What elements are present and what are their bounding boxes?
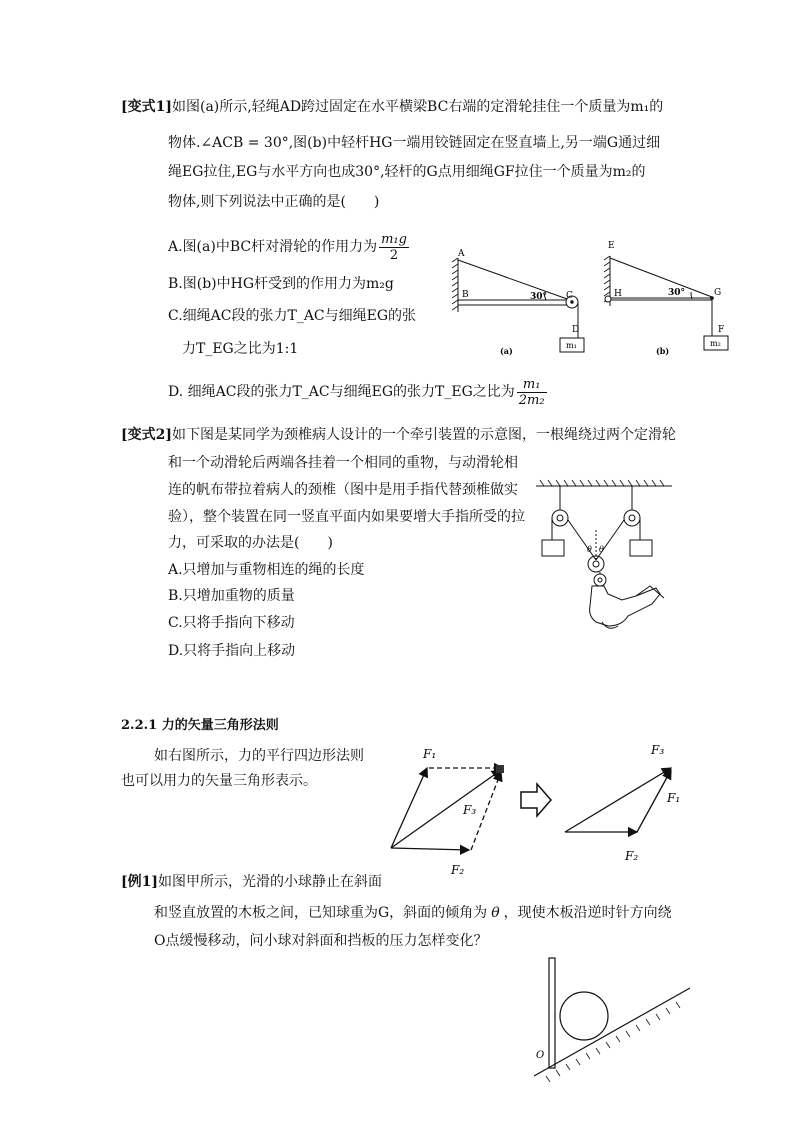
ex1-text-2: 和竖直放置的木板之间，已知球重为G，斜面的倾角为 — [154, 905, 488, 921]
label-O: O — [536, 1050, 545, 1061]
label-H: H — [614, 289, 622, 299]
v1-line1 — [121, 97, 663, 117]
v2-option-d: D.只将手指向上移动 — [168, 643, 296, 659]
ex1-text-1: 如图甲所示，光滑的小球静止在斜面 — [158, 874, 382, 890]
label-F1-right: F₁ — [667, 791, 681, 805]
traction-device-figure — [532, 476, 680, 642]
v2-option-c: C.只将手指向下移动 — [168, 615, 295, 631]
ex1-line3: O点缓慢移动，问小球对斜面和挡板的压力怎样变化？ — [154, 933, 488, 949]
v1-text-1: 如图(a)所示,轻绳AD跨过固定在水平横梁BC右端的定滑轮挂住一个质量为m₁的 — [172, 99, 664, 115]
label-F1-left: F₁ — [423, 747, 437, 761]
mass-m2: m₂ — [710, 339, 721, 348]
ex1-theta: θ — [491, 905, 500, 921]
figure-b — [604, 256, 728, 350]
v2-line3: 连的帆布带拉着病人的颈椎（图中是用手指代替颈椎做实 — [168, 482, 518, 498]
theta-right: θ — [599, 545, 604, 554]
v2-line1 — [121, 425, 676, 445]
ex1-tag: [例1] — [121, 874, 158, 890]
v1-option-d-den: 2m₂ — [518, 392, 545, 408]
v2-text-1: 如下图是某同学为颈椎病人设计的一个牵引装置的示意图，一根绳绕过两个定滑轮 — [172, 427, 676, 443]
v1-option-a-num: m₁g — [381, 231, 407, 247]
v1-figure — [448, 240, 738, 360]
angle-b: 30° — [668, 288, 686, 298]
label-F2-right: F₂ — [625, 849, 639, 863]
vector-head-marker — [496, 765, 504, 773]
mass-m1: m₁ — [566, 341, 577, 350]
incline-ball-figure — [530, 952, 700, 1082]
figure-a — [452, 258, 584, 352]
v1-option-b: B.图(b)中HG杆受到的作用力为m₂g — [168, 276, 394, 292]
section-line1: 如右图所示，力的平行四边形法则 — [154, 748, 364, 764]
theta-left: θ — [587, 545, 592, 554]
label-F: F — [718, 325, 725, 335]
v1-option-a-text: A.图(a)中BC杆对滑轮的作用力为 — [168, 239, 378, 255]
v2-line5: 力，可采取的办法是( ) — [168, 535, 333, 551]
hollow-arrow-icon — [521, 784, 551, 816]
label-A: A — [458, 249, 465, 259]
label-F2-left: F₂ — [451, 863, 465, 877]
label-G: G — [714, 288, 722, 298]
v2-line4: 验），整个装置在同一竖直平面内如果要增大手指所受的拉 — [168, 509, 525, 525]
ex1-line2 — [154, 903, 672, 923]
v1-line2: 物体.∠ACB = 30°,图(b)中轻杆HG一端用铰链固定在竖直墙上,另一端G通过细 — [168, 135, 661, 151]
section-line2: 也可以用力的矢量三角形表示。 — [121, 773, 317, 789]
label-E: E — [608, 241, 615, 251]
v1-option-a — [168, 230, 411, 264]
section-title: 2.2.1 力的矢量三角形法则 — [121, 718, 279, 733]
label-C: C — [566, 291, 573, 301]
label-D: D — [572, 325, 580, 335]
v1-tag: [变式1] — [121, 99, 172, 115]
label-B: B — [462, 290, 469, 300]
v1-option-d-text: D. 细绳AC段的张力T_AC与细绳EG的张力T_EG之比为 — [168, 384, 515, 400]
ex1-line1 — [121, 872, 382, 892]
caption-a: (a) — [500, 346, 513, 356]
v1-line3: 绳EG拉住,EG与水平方向也成30°,轻杆的G点用细绳GF拉住一个质量为m₂的 — [168, 164, 646, 180]
v2-option-b: B.只增加重物的质量 — [168, 588, 295, 604]
ex1-text-2b: ，现使木板沿逆时针方向绕 — [503, 905, 672, 921]
v1-option-a-fraction — [379, 232, 409, 263]
v1-option-d-num: m₁ — [517, 377, 547, 393]
v2-option-a: A.只增加与重物相连的绳的长度 — [168, 562, 365, 578]
v1-option-d — [168, 374, 549, 410]
v2-line2: 和一个动滑轮后两端各挂着一个相同的重物，与动滑轮相 — [168, 455, 518, 471]
v1-option-d-fraction — [517, 377, 547, 408]
v1-option-c-line1: C.细绳AC段的张力T_AC与细绳EG的张 — [168, 308, 417, 324]
label-F3-right: F₃ — [651, 743, 665, 757]
v1-line4: 物体,则下列说法中正确的是( ) — [168, 194, 380, 210]
angle-a: 30° — [530, 292, 548, 302]
v1-option-c-line2: 力T_EG之比为1:1 — [182, 341, 299, 357]
vector-triangle-figure — [385, 738, 695, 888]
label-F3-left: F₃ — [463, 803, 477, 817]
caption-b: (b) — [656, 346, 670, 356]
v1-option-a-den: 2 — [389, 247, 399, 263]
v2-tag: [变式2] — [121, 427, 172, 443]
